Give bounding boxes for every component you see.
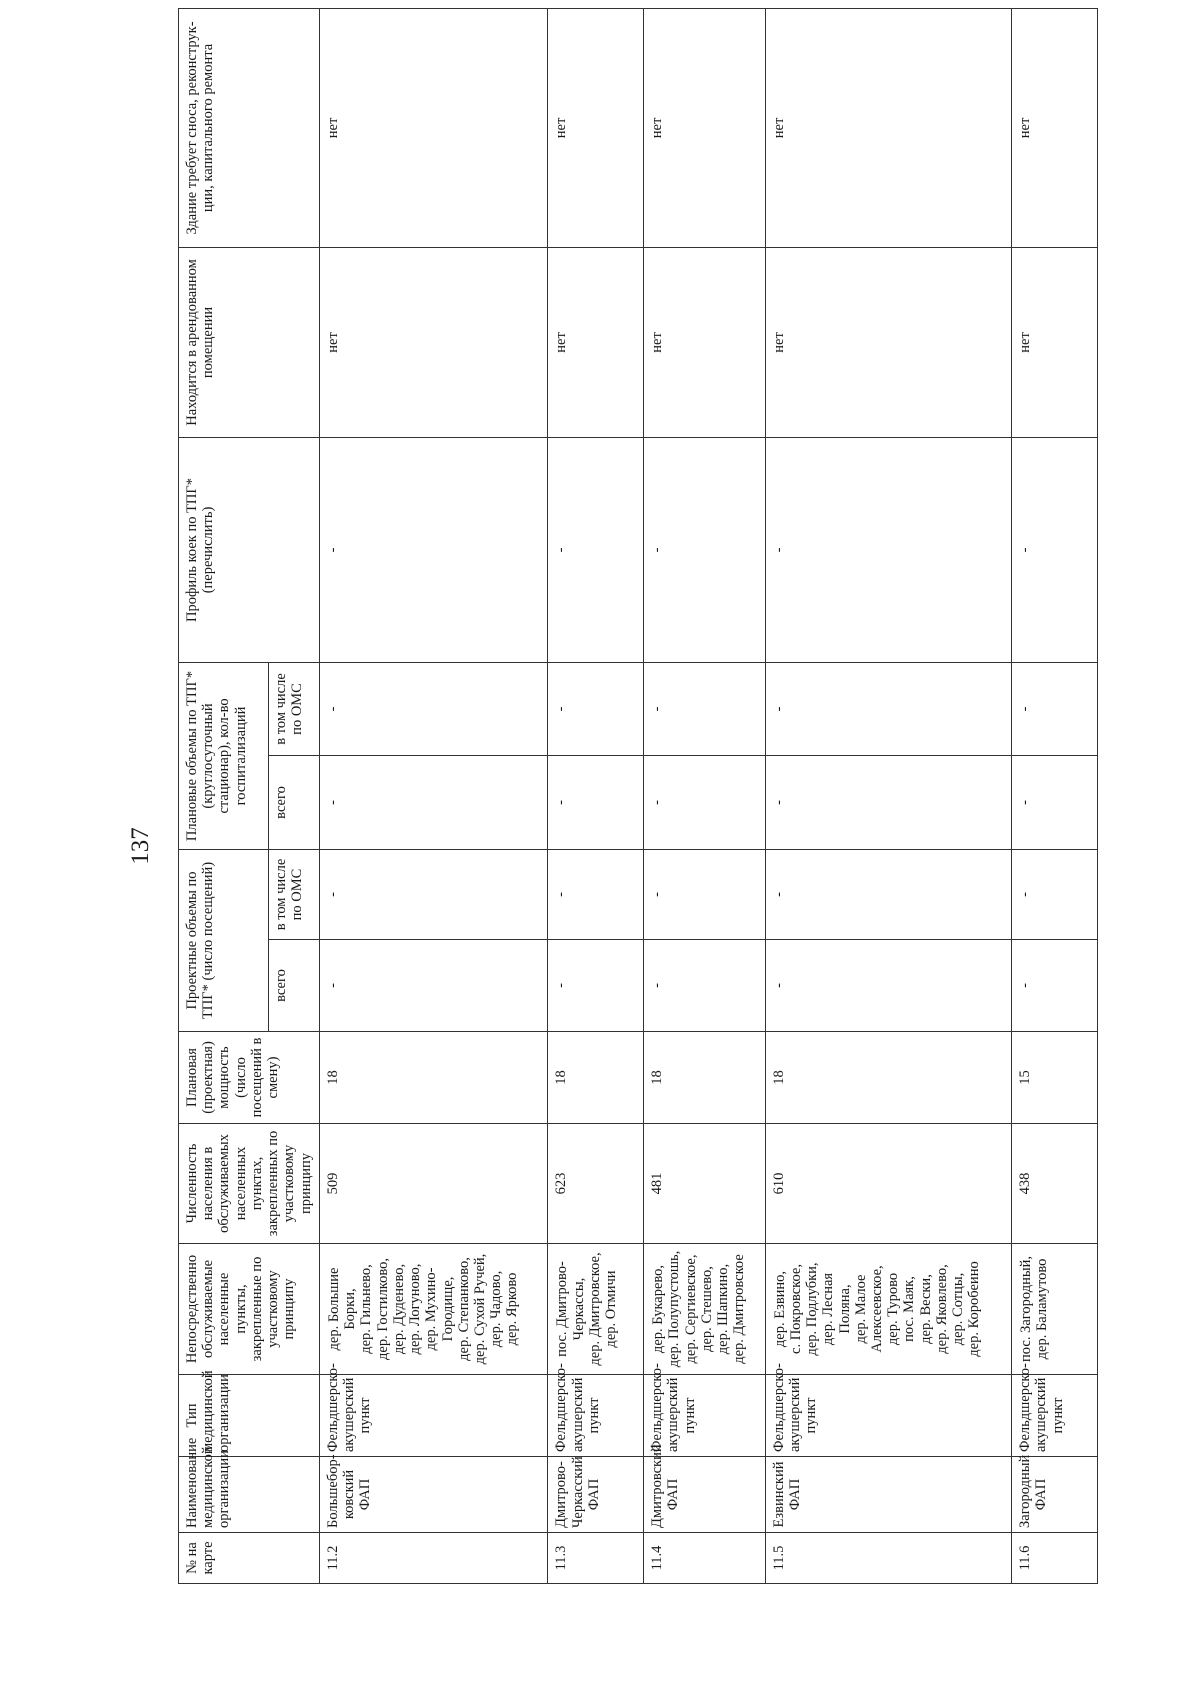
- cell-proj-total: -: [765, 940, 1011, 1032]
- header-plan-volumes: Плановые объемы по ТПГ* (круглосуточный стационар), кол-во госпитализаций: [179, 662, 269, 849]
- settlement: дер. Малое: [852, 1274, 869, 1344]
- settlement: дер. Коробеино: [966, 1261, 983, 1357]
- cell-settlements: [765, 1244, 1011, 1375]
- header-name: Наименование медицинской организации: [179, 1457, 320, 1533]
- cell-profile: -: [548, 437, 644, 662]
- settlement: дер. Ярково: [504, 1272, 521, 1346]
- settlement: Городище,: [439, 1276, 456, 1342]
- cell-settlements: [319, 1244, 548, 1375]
- cell-rented: нет: [548, 247, 644, 437]
- settlement: дер. Лесная Поляна,: [820, 1272, 853, 1346]
- cell-profile: -: [319, 437, 548, 662]
- cell-capacity: 18: [765, 1032, 1011, 1124]
- cell-population: 481: [644, 1124, 765, 1244]
- cell-repair: нет: [765, 8, 1011, 247]
- cell-rented: нет: [1012, 247, 1098, 437]
- header-num: № на карте: [179, 1533, 320, 1584]
- cell-plan-total: -: [644, 755, 765, 849]
- cell-type: Фельдшерско-акушерский пункт: [548, 1375, 644, 1457]
- cell-plan-oms: -: [765, 662, 1011, 755]
- cell-plan-oms: -: [1012, 662, 1098, 755]
- cell-plan-total: -: [1012, 755, 1098, 849]
- table-row: [644, 8, 765, 1583]
- settlement: дер. Турово: [885, 1272, 902, 1346]
- settlement: пос. Дмитрово-: [554, 1261, 571, 1357]
- settlement: дер. Шапкино,: [715, 1263, 732, 1355]
- cell-profile: -: [1012, 437, 1098, 662]
- cell-num: 11.4: [644, 1533, 765, 1584]
- settlement: дер. Яковлево,: [933, 1264, 950, 1354]
- header-bed-profile: Профиль коек по ТПГ* (перечислить): [179, 437, 320, 662]
- cell-population: 509: [319, 1124, 548, 1244]
- settlement: дер. Сотцы,: [950, 1272, 967, 1346]
- cell-population: 623: [548, 1124, 644, 1244]
- settlement: пос. Загородный,: [1018, 1256, 1035, 1362]
- cell-name: Большебор-ковский ФАП: [319, 1457, 548, 1533]
- settlement: дер. Букарево,: [650, 1264, 667, 1354]
- settlement: Алексеевское,: [869, 1265, 885, 1353]
- cell-capacity: 18: [319, 1032, 548, 1124]
- settlement: дер. Отмичи: [603, 1270, 620, 1348]
- cell-type: Фельдшерско-акушерский пункт: [765, 1375, 1011, 1457]
- cell-rented: нет: [319, 247, 548, 437]
- settlement: дер. Подлубки,: [804, 1262, 821, 1356]
- settlement: дер. Полупустошь,: [666, 1250, 683, 1368]
- cell-proj-oms: -: [319, 849, 548, 939]
- cell-proj-total: -: [1012, 940, 1098, 1032]
- cell-plan-total: -: [548, 755, 644, 849]
- cell-plan-oms: -: [644, 662, 765, 755]
- settlement: пос. Маяк,: [901, 1276, 918, 1342]
- header-type: Тип медицинской организации: [179, 1375, 320, 1457]
- cell-proj-oms: -: [765, 849, 1011, 939]
- cell-population: 438: [1012, 1124, 1098, 1244]
- header-project-volumes: Проектные объемы по ТПГ* (число посещений): [179, 849, 269, 1031]
- cell-type: Фельдшерско-акушерский пункт: [319, 1375, 548, 1457]
- cell-profile: -: [644, 437, 765, 662]
- cell-plan-total: -: [765, 755, 1011, 849]
- cell-name: Загородный ФАП: [1012, 1457, 1098, 1533]
- cell-repair: нет: [644, 8, 765, 247]
- cell-proj-total: -: [319, 940, 548, 1032]
- settlement: дер. Логуново,: [407, 1263, 424, 1355]
- cell-settlements: [1012, 1244, 1098, 1375]
- cell-proj-total: -: [644, 940, 765, 1032]
- table-row: [1012, 8, 1098, 1583]
- settlement: дер. Большие Борки,: [325, 1267, 359, 1351]
- cell-proj-oms: -: [548, 849, 644, 939]
- settlement: дер. Мухино-: [423, 1267, 440, 1351]
- header-plan-total: всего: [269, 755, 320, 849]
- settlement: дер. Дмитровское: [731, 1254, 748, 1364]
- settlement: дер. Гильнево,: [358, 1264, 375, 1354]
- header-proj-oms: в том числе по ОМС: [269, 849, 320, 939]
- rotated-table-wrapper: [178, 21, 1082, 1584]
- cell-proj-oms: -: [644, 849, 765, 939]
- cell-name: Езвинский ФАП: [765, 1457, 1011, 1533]
- cell-num: 11.6: [1012, 1533, 1098, 1584]
- cell-num: 11.3: [548, 1533, 644, 1584]
- settlement: дер. Сухой Ручей,: [471, 1253, 488, 1365]
- cell-type: Фельдшерско-акушерский пункт: [644, 1375, 765, 1457]
- cell-capacity: 18: [548, 1032, 644, 1124]
- header-settlements: Непосредственно обслуживаемые населенные пункты, закрепленные по участковому принципу: [179, 1244, 320, 1375]
- settlement: дер. Сергиевское,: [682, 1254, 699, 1364]
- cell-num: 11.2: [319, 1533, 548, 1584]
- cell-rented: нет: [765, 247, 1011, 437]
- cell-name: Дмитровский ФАП: [644, 1457, 765, 1533]
- cell-plan-oms: -: [548, 662, 644, 755]
- cell-plan-total: -: [319, 755, 548, 849]
- settlement: дер. Стешево,: [698, 1266, 715, 1352]
- cell-capacity: 18: [644, 1032, 765, 1124]
- cell-repair: нет: [1012, 8, 1098, 247]
- page-number: 137: [127, 827, 154, 865]
- cell-num: 11.5: [765, 1533, 1011, 1584]
- cell-proj-oms: -: [1012, 849, 1098, 939]
- cell-population: 610: [765, 1124, 1011, 1244]
- header-rented: Находится в арендованном помещении: [179, 247, 320, 437]
- cell-settlements: [644, 1244, 765, 1375]
- cell-proj-total: -: [548, 940, 644, 1032]
- settlement: дер. Вески,: [917, 1274, 934, 1344]
- cell-repair: нет: [548, 8, 644, 247]
- cell-settlements: [548, 1244, 644, 1375]
- settlement: дер. Дмитровское,: [586, 1252, 603, 1366]
- settlement: дер. Баламутово: [1034, 1258, 1051, 1360]
- settlement: дер. Дуденево,: [390, 1263, 407, 1355]
- settlement: дер. Езвино,: [771, 1270, 788, 1348]
- header-plan-oms: в том числе по ОМС: [269, 662, 320, 755]
- cell-plan-oms: -: [319, 662, 548, 755]
- cell-type: Фельдшерско-акушерский пункт: [1012, 1375, 1098, 1457]
- table-row: [319, 8, 548, 1583]
- settlement: дер. Чадово,: [488, 1270, 505, 1348]
- settlement: с. Покровское,: [787, 1264, 804, 1354]
- facilities-table: [178, 8, 1098, 1584]
- header-row: [179, 8, 269, 1583]
- settlement: дер. Гостилково,: [374, 1258, 391, 1360]
- table-row: [548, 8, 644, 1583]
- cell-repair: нет: [319, 8, 548, 247]
- table-row: [765, 8, 1011, 1583]
- header-population: Численность населения в обслуживаемых населенных пунктах, закрепленных по участковому принципу: [179, 1124, 320, 1244]
- settlement: Черкассы,: [570, 1277, 587, 1341]
- cell-profile: -: [765, 437, 1011, 662]
- cell-name: Дмитрово-Черкасский ФАП: [548, 1457, 644, 1533]
- header-proj-total: всего: [269, 940, 320, 1032]
- cell-capacity: 15: [1012, 1032, 1098, 1124]
- cell-rented: нет: [644, 247, 765, 437]
- header-repair: Здание требует сноса, реконструк-ции, капитального ремонта: [179, 8, 320, 247]
- settlement: дер. Степанково,: [455, 1257, 472, 1361]
- header-capacity: Плановая (проектная) мощность (число посещений в смену): [179, 1032, 320, 1124]
